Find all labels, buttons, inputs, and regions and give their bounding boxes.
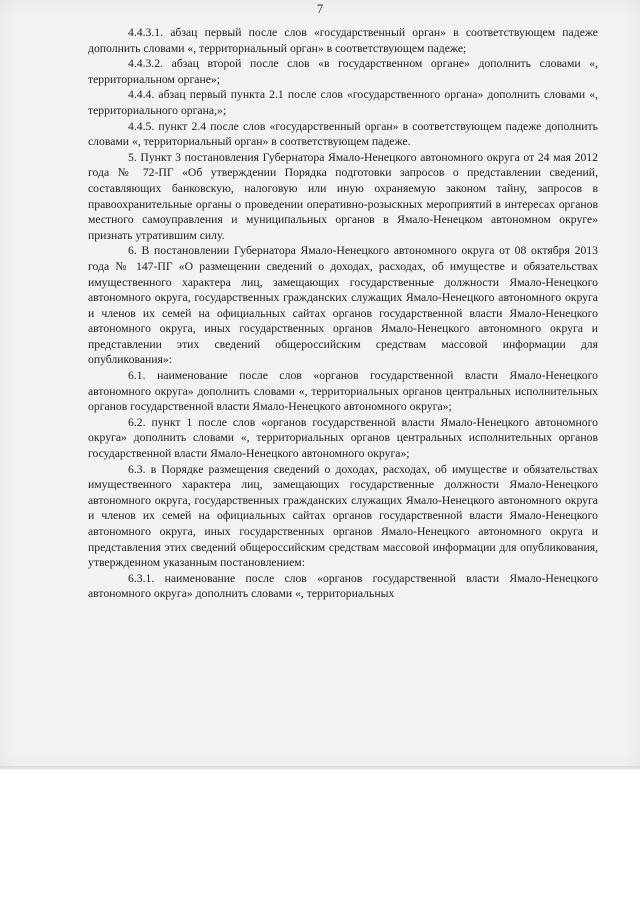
- paragraph-6: 6. В постановлении Губернатора Ямало-Ненецкого автономного округа от 08 октября 2013 года № 147-ПГ «О размещении сведений о доходах, расходах, об имуществе и обязательствах имущественного характера лиц, замещающих государственные должности Ямало-Ненецкого автономного округа, государственных гражданских служащих Ямало-Ненецкого автономного округа и членов их семей на официальных сайтах органов государственной власти Ямало-Ненецкого автономного округа, иных государственных органов Ямало-Ненецкого автономного округа и представлении этих сведений общероссийским средствам массовой информации для опубликования»:: [88, 244, 598, 367]
- scan-bottom-edge: [0, 766, 640, 770]
- paragraph-6-3: 6.3. в Порядке размещения сведений о доходах, расходах, об имуществе и обязательствах имущественного характера лиц, замещающих государственные должности Ямало-Ненецкого автономного округа, государственных гражданских служащих Ямало-Ненецкого автономного округа и членов их семей на официальных сайтах органов государственной власти Ямало-Ненецкого автономного округа, иных государственных органов Ямало-Ненецкого автономного округа и представления этих сведений общероссийским средствам массовой информации для опубликования, утвержденном указанным постановлением:: [88, 462, 598, 570]
- paragraph-4-4-5: 4.4.5. пункт 2.4 после слов «государственный орган» в соответствующем падеже дополнить словами «, территориальный орган» в соответствующем падеже.: [88, 119, 598, 149]
- paragraph-6-2: 6.2. пункт 1 после слов «органов государственной власти Ямало-Ненецкого автономного округа» дополнить словами «, территориальных органов центральных исполнительных органов государственной власти Ямало-Ненецкого автономного округа»;: [88, 415, 598, 461]
- paragraph-6-1: 6.1. наименование после слов «органов государственной власти Ямало-Ненецкого автономного округа» дополнить словами «, территориальных органов центральных исполнительных органов государственной власти Ямало-Ненецкого автономного округа»;: [88, 369, 598, 414]
- paragraph-4-4-3-1: 4.4.3.1. абзац первый после слов «государственный орган» в соответствующем падеже дополнить словами «, территориальный орган» в соответствующем падеже;: [88, 26, 598, 55]
- paragraph-6-3-1: 6.3.1. наименование после слов «органов государственной власти Ямало-Ненецкого автономного округа» дополнить словами «, территориальных: [88, 571, 598, 601]
- paragraph-5: 5. Пункт 3 постановления Губернатора Ямало-Ненецкого автономного округа от 24 мая 2012 года № 72-ПГ «Об утверждении Порядка подготовки запросов о представлении сведений, составляющих банковскую, налоговую или иную охраняемую законом тайну, запросов в правоохранительные органы о проведении оперативно-розыскных мероприятий в интересах органов местного самоуправления и муниципальных органов в Ямало-Ненецком автономном округе» признать утратившим силу.: [88, 150, 598, 242]
- paragraph-4-4-4: 4.4.4. абзац первый пункта 2.1 после слов «государственного органа» дополнить словами «, территориального органа,»;: [88, 88, 598, 117]
- paragraph-4-4-3-2: 4.4.3.2. абзац второй после слов «в государственном органе» дополнить словами «, территориальном органе»;: [88, 57, 598, 86]
- document-body: [88, 25, 598, 602]
- page-number: 7: [316, 2, 324, 16]
